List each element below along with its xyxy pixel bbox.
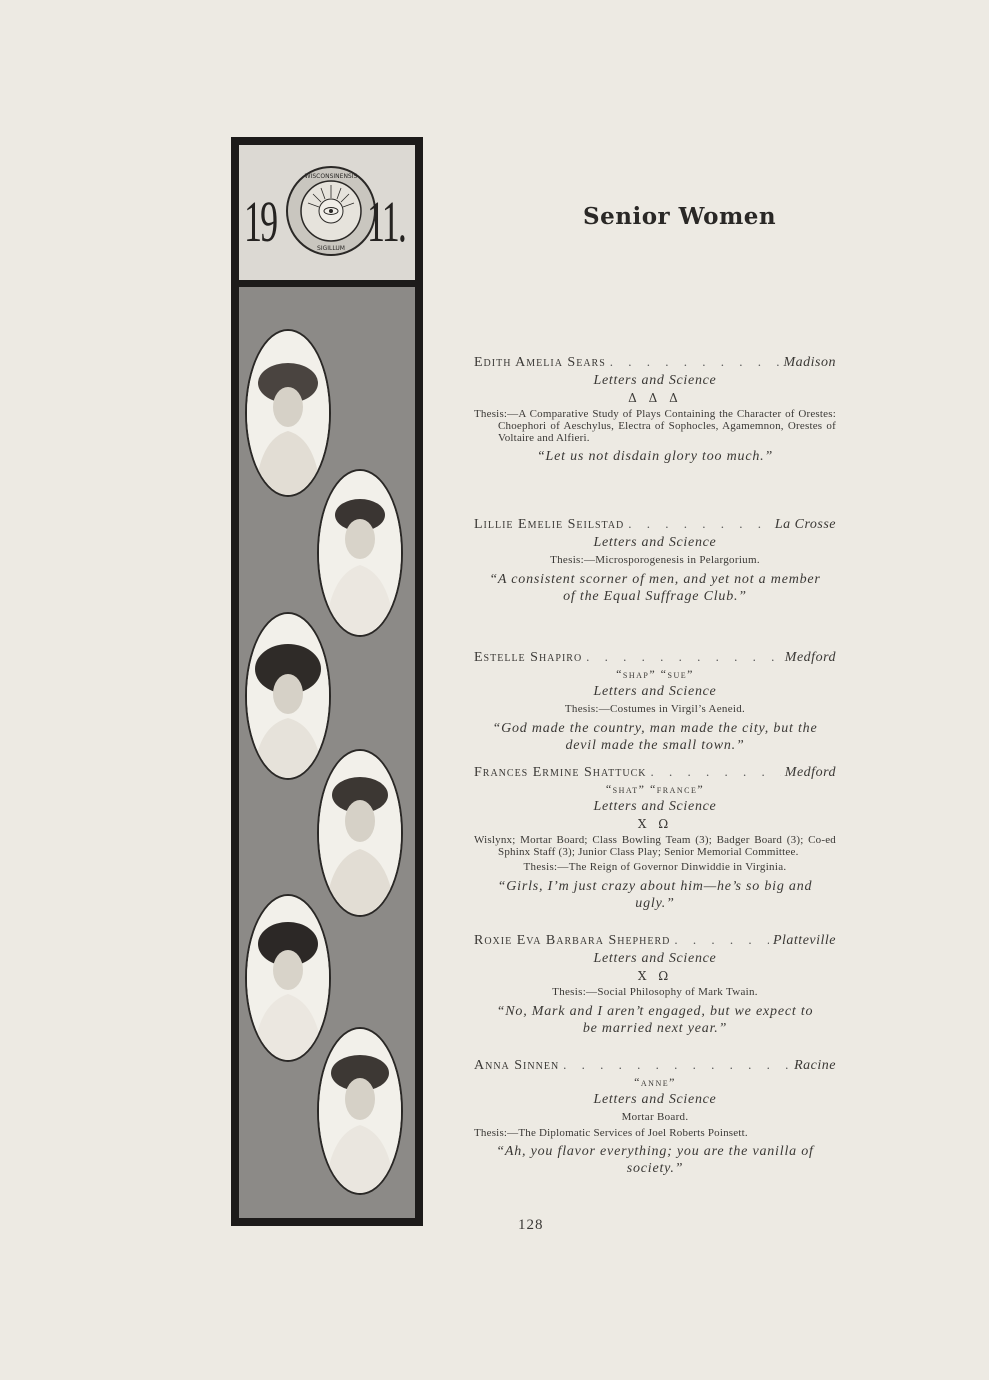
student-name: Estelle Shapiro: [474, 650, 583, 665]
portrait-photo: [245, 894, 331, 1062]
nickname: “anne”: [634, 1075, 676, 1089]
student-name: Anna Sinnen: [474, 1058, 560, 1073]
hometown: La Crosse: [774, 517, 836, 532]
thesis: Thesis:—Social Philosophy of Mark Twain.: [552, 986, 758, 998]
hometown: Platteville: [772, 933, 836, 948]
thesis: Thesis:—The Diplomatic Services of Joel Roberts Poinsett.: [474, 1127, 748, 1139]
quote: “Girls, I’m just crazy about him—he’s so big and ugly.”: [497, 879, 813, 911]
course: Letters and Science: [593, 684, 717, 699]
senior-entry: [474, 1057, 836, 1177]
leader-dots: [650, 764, 780, 780]
entry-heading: [474, 516, 836, 533]
senior-entry: [474, 354, 836, 465]
year-right: 11.: [367, 189, 406, 254]
svg-text:WISCONSINENSIS: WISCONSINENSIS: [304, 173, 358, 180]
leader-dots: [563, 1057, 790, 1073]
year-banner: [239, 145, 415, 280]
greek-letters: Δ Δ Δ: [628, 391, 682, 405]
quote: “Let us not disdain glory too much.”: [536, 449, 774, 464]
leader-dots: [586, 649, 781, 665]
course: Letters and Science: [593, 373, 717, 388]
svg-text:SIGILLUM: SIGILLUM: [317, 245, 345, 252]
greek-letters: X Ω: [637, 817, 673, 831]
portrait-photo: [317, 1027, 403, 1195]
thesis: Thesis:—A Comparative Study of Plays Containing the Character of Orestes: Choephori of Aeschylus, Electra of Sophocles, Agamemnon, Orestes of Voltaire and Alfieri.: [474, 408, 836, 444]
page-number: 128: [518, 1217, 544, 1233]
hometown: Medford: [784, 765, 836, 780]
thesis: Thesis:—Microsporogenesis in Pelargorium.: [550, 554, 760, 566]
senior-entry: [474, 516, 836, 605]
student-name: Lillie Emelie Seilstad: [474, 517, 625, 532]
activities: Mortar Board.: [621, 1111, 689, 1123]
hometown: Medford: [784, 650, 836, 665]
entry-heading: [474, 354, 836, 371]
quote: “God made the country, man made the city, but the devil made the small town.”: [492, 721, 818, 753]
nickname: “shap” “sue”: [616, 667, 694, 681]
thesis: Thesis:—Costumes in Virgil’s Aeneid.: [564, 703, 746, 715]
portrait-column: [231, 137, 423, 1226]
thesis: Thesis:—The Reign of Governor Dinwiddie in Virginia.: [523, 861, 787, 873]
student-name: Frances Ermine Shattuck: [474, 765, 647, 780]
student-name: Roxie Eva Barbara Shepherd: [474, 933, 671, 948]
year-left: 19: [244, 189, 277, 254]
greek-letters: X Ω: [637, 969, 673, 983]
course: Letters and Science: [593, 1092, 717, 1107]
entry-heading: [474, 649, 836, 666]
portrait-panel: [239, 287, 415, 1218]
university-seal-icon: [285, 165, 377, 257]
entry-heading: [474, 932, 836, 949]
hometown: Racine: [794, 1058, 836, 1073]
portrait-photo: [245, 329, 331, 497]
course: Letters and Science: [593, 535, 717, 550]
entry-heading: [474, 764, 836, 781]
hometown: Madison: [783, 355, 836, 370]
quote: “No, Mark and I aren’t engaged, but we expect to be married next year.”: [496, 1004, 814, 1036]
portrait-photo: [317, 749, 403, 917]
student-name: Edith Amelia Sears: [474, 355, 606, 370]
quote: “Ah, you flavor everything; you are the vanilla of society.”: [496, 1144, 814, 1176]
portrait-photo: [245, 612, 331, 780]
nickname: “shat” “france”: [605, 782, 705, 796]
entry-heading: [474, 1057, 836, 1074]
senior-entry: [474, 764, 836, 912]
leader-dots: [674, 932, 769, 948]
leader-dots: [610, 354, 780, 370]
page-title: Senior Women: [583, 203, 777, 230]
course: Letters and Science: [593, 799, 717, 814]
activities: Wislynx; Mortar Board; Class Bowling Team (3); Badger Board (3); Co-ed Sphinx Staff (3); Junior Class Play; Senior Memorial Committee.: [474, 834, 836, 858]
senior-entry: [474, 932, 836, 1037]
senior-entry: [474, 649, 836, 754]
leader-dots: [628, 516, 771, 532]
portrait-photo: [317, 469, 403, 637]
course: Letters and Science: [593, 951, 717, 966]
quote: “A consistent scorner of men, and yet not a member of the Equal Suffrage Club.”: [489, 572, 821, 604]
